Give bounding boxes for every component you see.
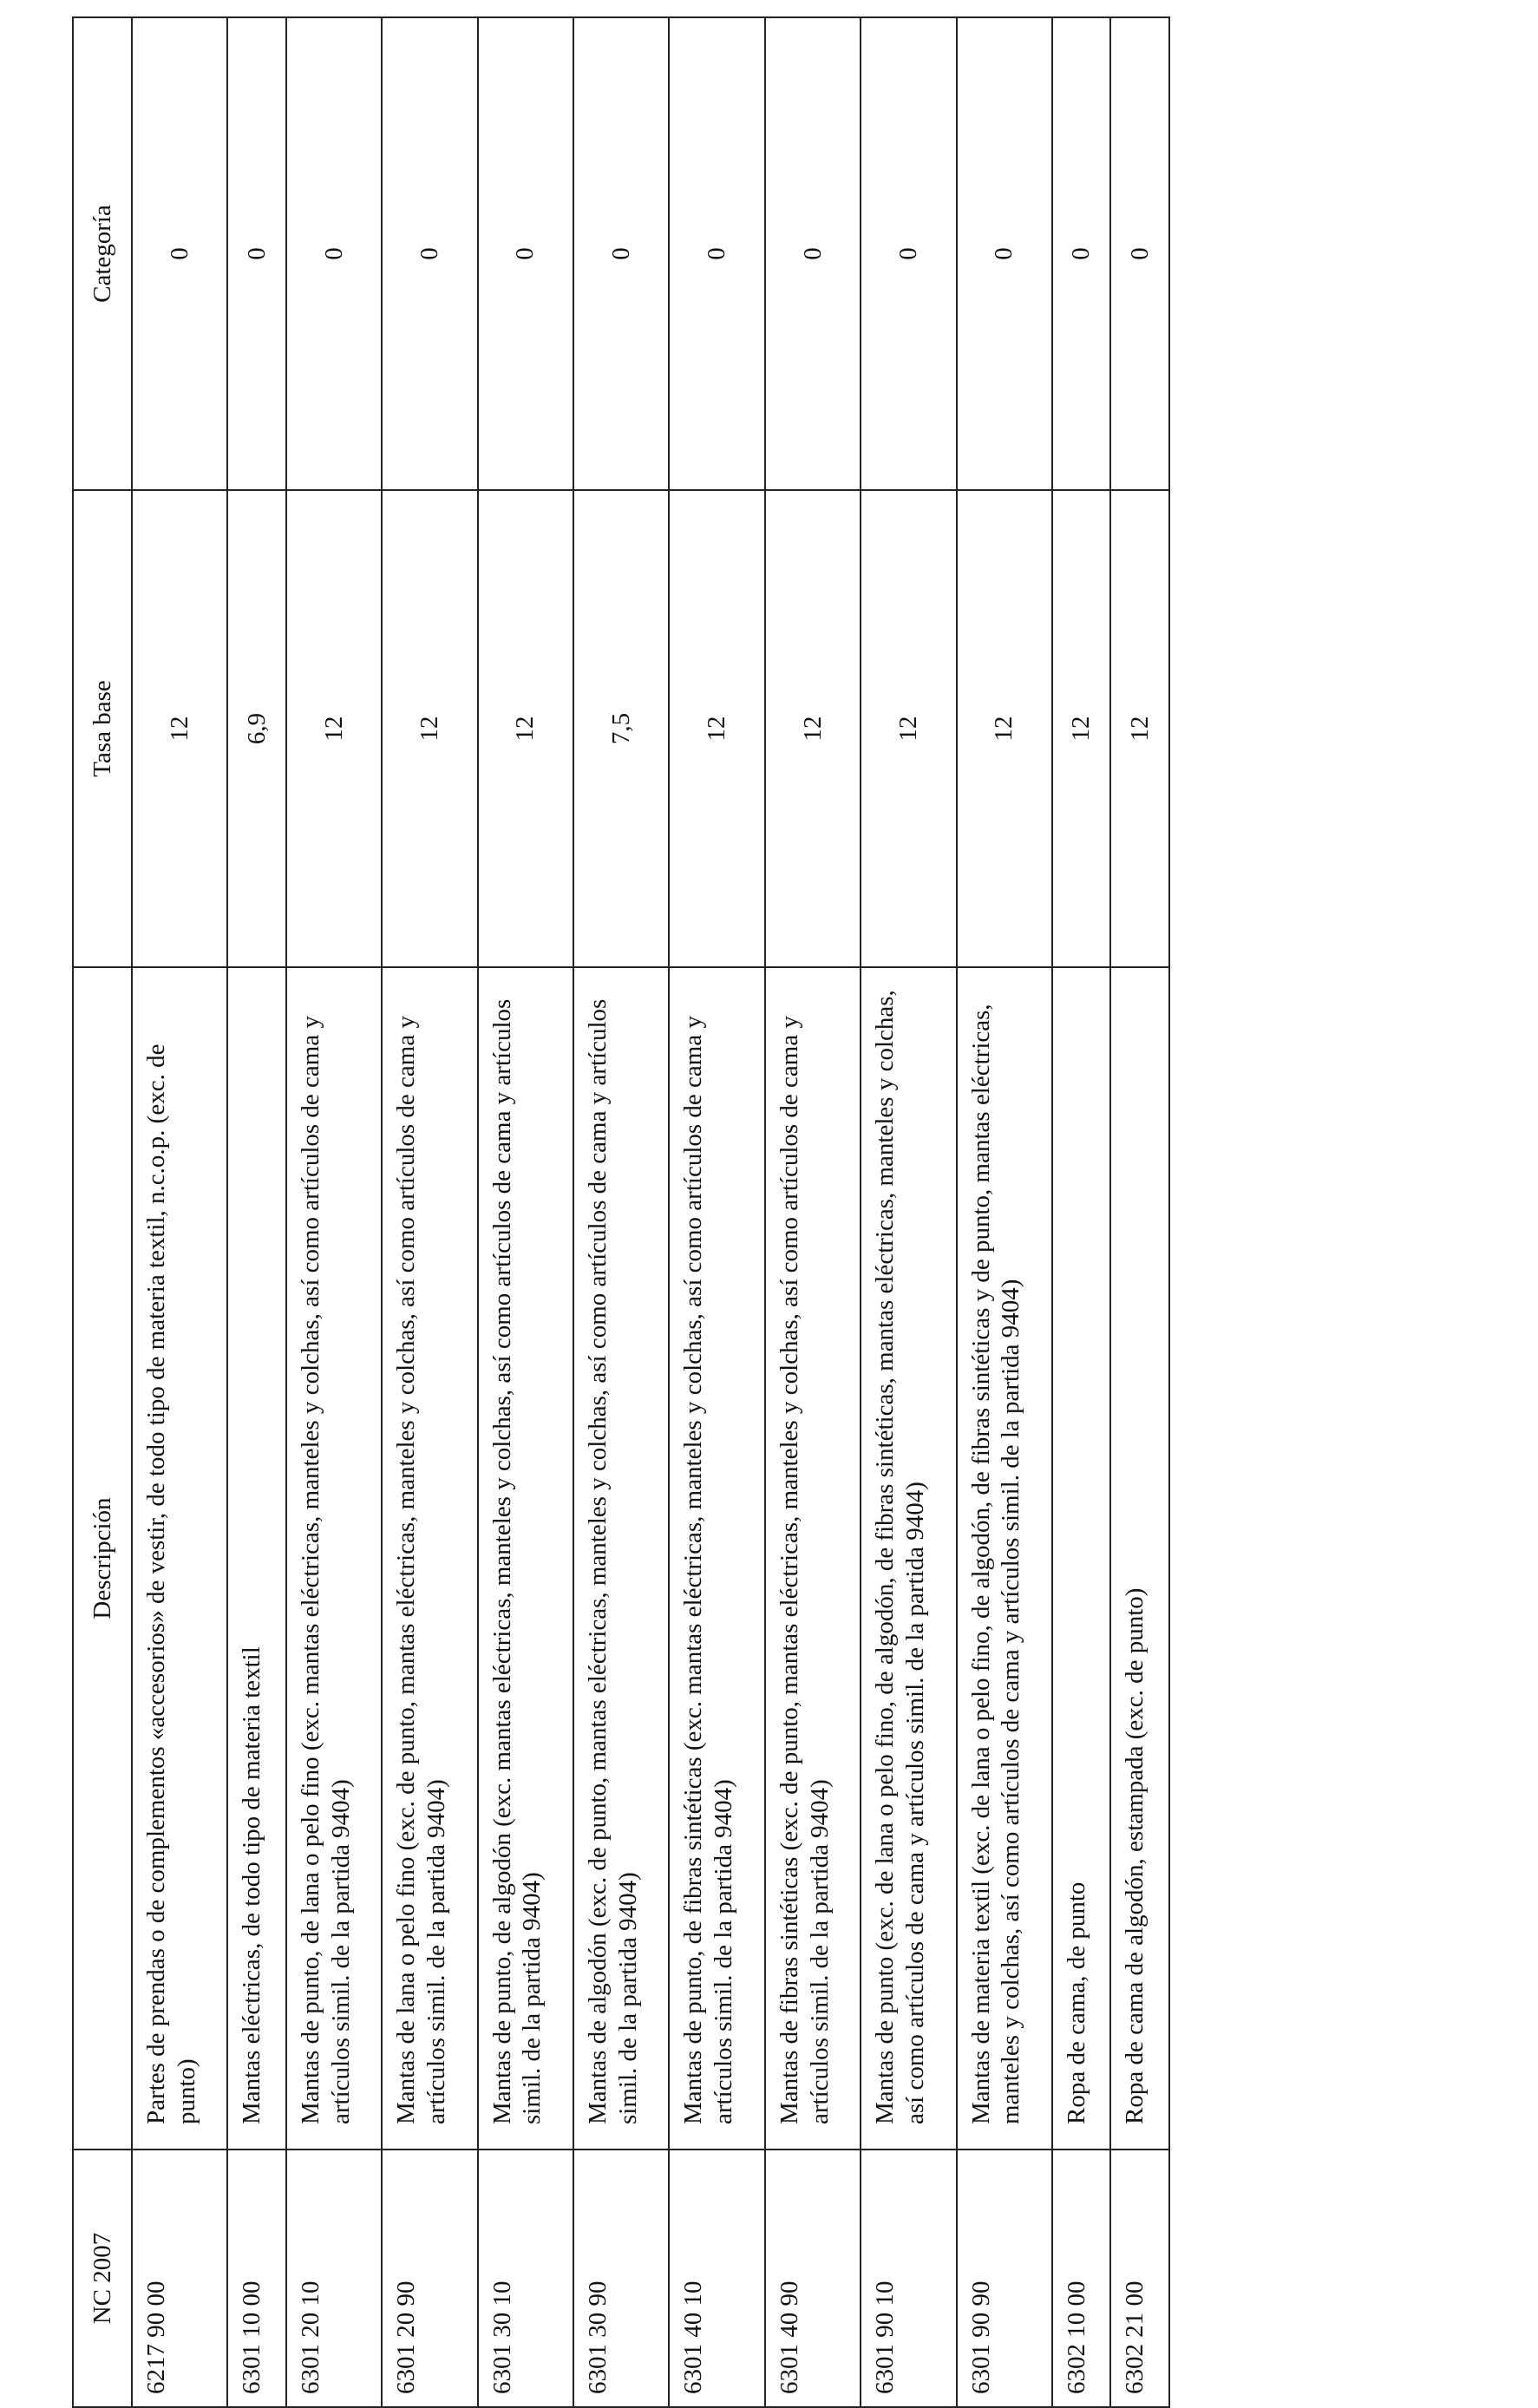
cell-code: 6301 40 10: [669, 2150, 764, 2407]
cell-category: 0: [227, 17, 286, 490]
cell-category: 0: [286, 17, 382, 490]
cell-category: 0: [1052, 17, 1111, 490]
table-row: [132, 17, 227, 2407]
cell-category: 0: [478, 17, 573, 490]
cell-code: 6301 10 00: [227, 2150, 286, 2407]
cell-code: 6301 40 90: [765, 2150, 861, 2407]
cell-description: Ropa de cama, de punto: [1052, 967, 1111, 2150]
rotated-page: [48, 18, 1201, 2408]
table-row: [861, 17, 956, 2407]
cell-category: 0: [669, 17, 764, 490]
header-description: Descripción: [73, 967, 132, 2150]
cell-category: 0: [957, 17, 1052, 490]
cell-category: 0: [765, 17, 861, 490]
cell-base-rate: 7,5: [573, 490, 669, 967]
cell-base-rate: 12: [132, 490, 227, 967]
table-row: [1052, 17, 1111, 2407]
table-row: [382, 17, 477, 2407]
cell-code: 6301 20 90: [382, 2150, 477, 2407]
table-row: [765, 17, 861, 2407]
cell-description: Mantas de punto, de lana o pelo fino (exc. mantas eléctricas, manteles y colchas, así como artículos de cama y artículos simil. de la partida 9404): [286, 967, 382, 2150]
header-category: Categoría: [73, 17, 132, 490]
header-base-rate: Tasa base: [73, 490, 132, 967]
cell-description: Ropa de cama de algodón, estampada (exc. de punto): [1110, 967, 1169, 2150]
cell-category: 0: [1110, 17, 1169, 490]
header-code: NC 2007: [73, 2150, 132, 2407]
cell-description: Mantas de punto, de algodón (exc. mantas eléctricas, manteles y colchas, así como artículos de cama y artículos simil. de la partida 9404): [478, 967, 573, 2150]
cell-description: Mantas de punto (exc. de lana o pelo fino, de algodón, de fibras sintéticas, mantas eléctricas, manteles y colchas, así como artículos de cama y artículos simil. de la partida 9404): [861, 967, 956, 2150]
cell-code: 6302 10 00: [1052, 2150, 1111, 2407]
cell-category: 0: [573, 17, 669, 490]
table-row: [478, 17, 573, 2407]
cell-base-rate: 12: [957, 490, 1052, 967]
table-row: [957, 17, 1052, 2407]
cell-code: 6301 90 90: [957, 2150, 1052, 2407]
cell-category: 0: [132, 17, 227, 490]
cell-description: Mantas eléctricas, de todo tipo de materia textil: [227, 967, 286, 2150]
cell-base-rate: 12: [1110, 490, 1169, 967]
table-row: [1110, 17, 1169, 2407]
cell-category: 0: [861, 17, 956, 490]
cell-description: Mantas de materia textil (exc. de lana o pelo fino, de algodón, de fibras sintéticas y de punto, mantas eléctricas, manteles y colchas, así como artículos de cama y artículos simil. de la partida 9404): [957, 967, 1052, 2150]
table-row: [573, 17, 669, 2407]
cell-base-rate: 12: [861, 490, 956, 967]
cell-description: Mantas de lana o pelo fino (exc. de punto, mantas eléctricas, manteles y colchas, así como artículos de cama y artículos simil. de la partida 9404): [382, 967, 477, 2150]
cell-category: 0: [382, 17, 477, 490]
cell-base-rate: 12: [478, 490, 573, 967]
table-row: [227, 17, 286, 2407]
table-row: [286, 17, 382, 2407]
cell-description: Mantas de punto, de fibras sintéticas (exc. mantas eléctricas, manteles y colchas, así como artículos de cama y artículos simil. de la partida 9404): [669, 967, 764, 2150]
cell-base-rate: 12: [765, 490, 861, 967]
cell-description: Mantas de fibras sintéticas (exc. de punto, mantas eléctricas, manteles y colchas, así como artículos de cama y artículos simil. de la partida 9404): [765, 967, 861, 2150]
tariff-table: [72, 16, 1170, 2408]
cell-code: 6301 20 10: [286, 2150, 382, 2407]
cell-code: 6301 30 90: [573, 2150, 669, 2407]
cell-base-rate: 12: [286, 490, 382, 967]
cell-code: 6302 21 00: [1110, 2150, 1169, 2407]
cell-description: Mantas de algodón (exc. de punto, mantas eléctricas, manteles y colchas, así como artículos de cama y artículos simil. de la partida 9404): [573, 967, 669, 2150]
header-row: [73, 17, 132, 2407]
cell-code: 6301 90 10: [861, 2150, 956, 2407]
cell-base-rate: 12: [1052, 490, 1111, 967]
cell-base-rate: 12: [669, 490, 764, 967]
cell-base-rate: 6,9: [227, 490, 286, 967]
cell-description: Partes de prendas o de complementos «accesorios» de vestir, de todo tipo de materia textil, n.c.o.p. (exc. de punto): [132, 967, 227, 2150]
cell-code: 6217 90 00: [132, 2150, 227, 2407]
cell-base-rate: 12: [382, 490, 477, 967]
table-row: [669, 17, 764, 2407]
cell-code: 6301 30 10: [478, 2150, 573, 2407]
